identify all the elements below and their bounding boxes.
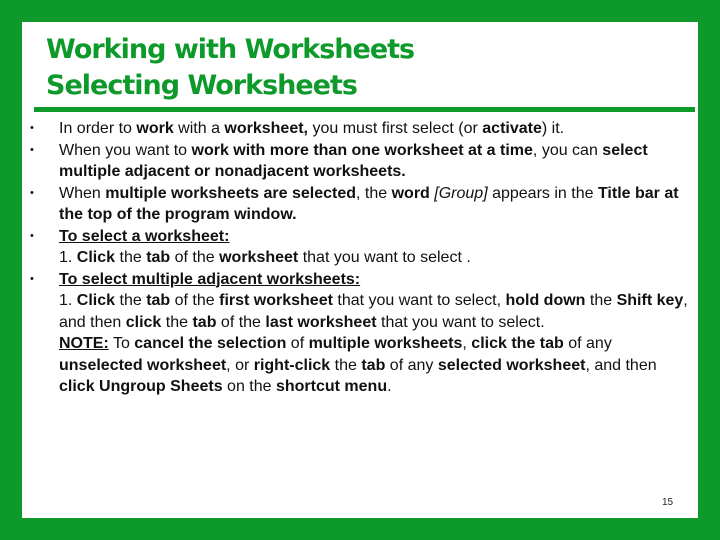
slide [22,22,698,518]
bullet-marker: • [30,186,34,199]
bullet-heading: To select a worksheet: [59,227,230,245]
bullet-list [30,118,690,398]
title-line-1: Working with Worksheets [46,34,415,65]
page-number: 15 [662,497,674,508]
bullet-heading: To select multiple adjacent worksheets: [59,270,361,288]
bullet-item-1: • In order to work with a worksheet, you must first select (or activate) it. [30,118,690,140]
bullet-item-4: • To select a worksheet: 1. Click the tab of the worksheet that you want to select . [30,227,471,266]
slide-title [46,32,646,104]
bullet-marker: • [30,229,34,242]
bullet-marker: • [30,122,34,134]
title-divider [34,107,695,112]
bullet-marker: • [30,143,34,156]
bullet-item-5: • To select multiple adjacent worksheets: 1. Click the tab of the first worksheet that you want to select, hold down the Shift key, and then click the tab of the last worksheet that you want to select. NOTE: To cancel the selection of multiple worksheets, click the tab of any unselected worksheet, or right-click the tab of any selected worksheet, and then click Ungroup Sheets on the shortcut menu. [30,270,688,395]
title-line-2: Selecting Worksheets [46,70,357,101]
bullet-item-3: • When multiple worksheets are selected, the word [Group] appears in the Title bar at the top of the program window. [30,184,679,223]
bullet-marker: • [30,272,34,285]
bullet-item-2: • When you want to work with more than one worksheet at a time, you can select multiple adjacent or nonadjacent worksheets. [30,141,648,180]
note-label: NOTE: [59,335,109,352]
